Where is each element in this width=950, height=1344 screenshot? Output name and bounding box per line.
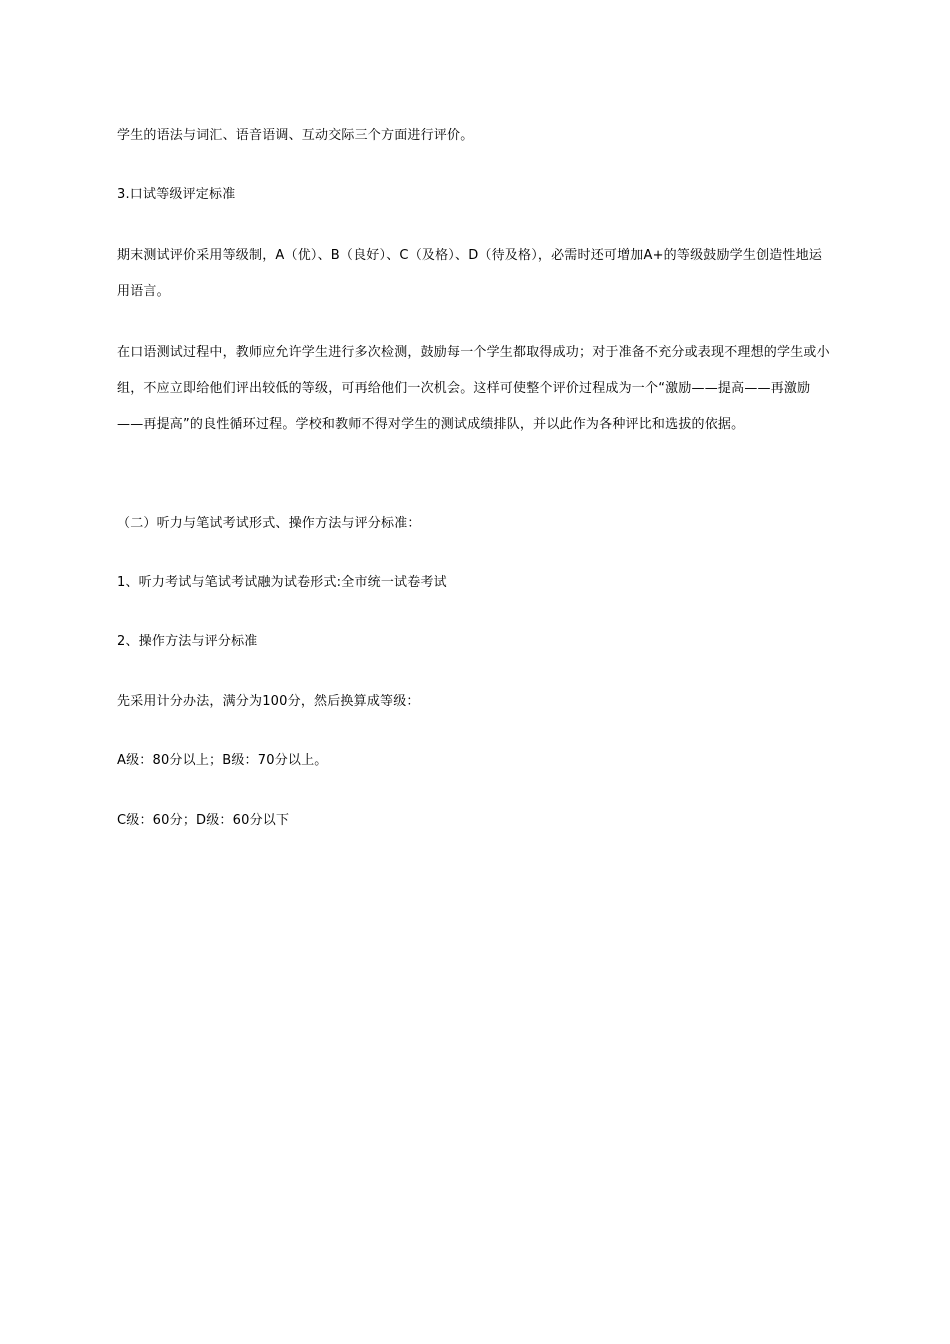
paragraph-grade-c-d: C级：60分；D级：60分以下: [117, 813, 290, 828]
paragraph-grading-system: 期末测试评价采用等级制，A（优）、B（良好）、C（及格）、D（待及格），必需时还可增加A+的等级鼓励学生创造性地运用语言。: [117, 248, 823, 299]
paragraph-evaluation-aspects: 学生的语法与词汇、语音语调、互动交际三个方面进行评价。: [117, 128, 474, 143]
list-item-exam-format: 1、听力考试与笔试考试融为试卷形式:全市统一试卷考试: [117, 575, 447, 590]
heading-oral-grading-standard: 3.口试等级评定标准: [117, 187, 236, 202]
paragraph-oral-test-process: 在口语测试过程中，教师应允许学生进行多次检测，鼓励每一个学生都取得成功；对于准备不充分或表现不理想的学生或小组，不应立即给他们评出较低的等级，可再给他们一次机会。这样可使整个评价过程成为一个“激励——提高——再激励——再提高”的良性循环过程。学校和教师不得对学生的测试成绩排队，并以此作为各种评比和选拔的依据。: [117, 345, 830, 432]
paragraph-scoring-method: 先采用计分办法，满分为100分，然后换算成等级：: [117, 694, 420, 709]
heading-listening-written-exam: （二）听力与笔试考试形式、操作方法与评分标准：: [117, 516, 421, 531]
paragraph-grade-a-b: A级：80分以上；B级：70分以上。: [117, 753, 328, 768]
list-item-operation-method: 2、操作方法与评分标准: [117, 634, 258, 649]
